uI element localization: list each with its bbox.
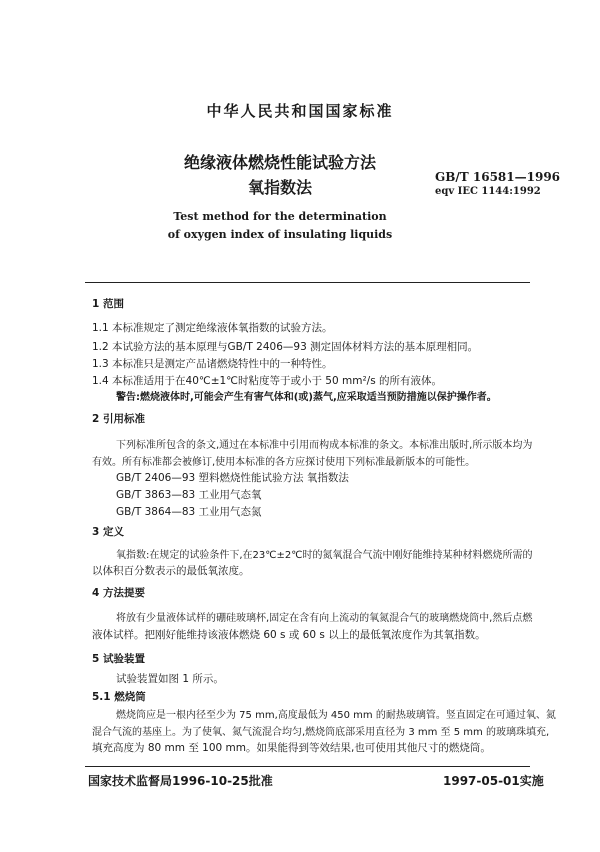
standard-equivalence: eqv IEC 1144:1992 — [435, 186, 541, 197]
standard-number: GB/T 16581—1996 — [435, 170, 561, 184]
section-3-para-line2: 以体积百分数表示的最低氧浓度。 — [92, 565, 250, 577]
title-en-line1: Test method for the determination — [173, 210, 387, 223]
title-cn-line2: 氧指数法 — [247, 178, 312, 197]
title-cn-line1: 绝缘液体燃烧性能试验方法 — [183, 153, 376, 172]
reference-2: GB/T 3863—83 工业用气态氧 — [116, 489, 262, 501]
section-5-intro: 试验装置如图 1 所示。 — [116, 673, 224, 685]
section-5-heading: 5 试验装置 — [92, 653, 145, 665]
implementation-date: 1997-05-01实施 — [443, 774, 544, 788]
title-en-line2: of oxygen index of insulating liquids — [167, 228, 393, 241]
clause-1-2: 1.2 本试验方法的基本原理与GB/T 2406—93 测定固体材料方法的基本原理相同。 — [92, 341, 479, 353]
section-3-heading: 3 定义 — [92, 526, 124, 538]
clause-5-1-para-line3: 填充高度为 80 mm 至 100 mm。如果能得到等效结果,也可使用其他尺寸的燃烧筒。 — [92, 742, 491, 754]
section-2-para-line1: 下列标准所包含的条文,通过在本标准中引用而构成本标准的条文。本标准出版时,所示版本均为 — [116, 440, 533, 451]
clause-1-4: 1.4 本标准适用于在40℃±1℃时粘度等于或小于 50 mm²/s 的所有液体。 — [92, 375, 443, 387]
header-divider — [85, 282, 530, 283]
approval-date: 国家技术监督局1996-10-25批准 — [88, 774, 273, 788]
clause-5-1-heading: 5.1 燃烧筒 — [92, 691, 146, 703]
warning-note: 警告:燃烧液体时,可能会产生有害气体和(或)蒸气,应采取适当预防措施以保护操作者。 — [116, 392, 497, 403]
section-3-para-line1: 氧指数:在规定的试验条件下,在23℃±2℃时的氮氧混合气流中刚好能维持某种材料燃烧所需的 — [116, 550, 533, 561]
section-2-para-line2: 有效。所有标准都会被修订,使用本标准的各方应探讨使用下列标准最新版本的可能性。 — [92, 457, 476, 468]
reference-1: GB/T 2406—93 塑料燃烧性能试验方法 氧指数法 — [116, 472, 349, 484]
clause-1-1: 1.1 本标准规定了测定绝缘液体氧指数的试验方法。 — [92, 322, 333, 334]
section-1-heading: 1 范围 — [92, 298, 124, 310]
section-4-heading: 4 方法提要 — [92, 587, 145, 599]
section-4-para-line1: 将放有少量液体试样的硼硅玻璃杯,固定在含有向上流动的氧氮混合气的玻璃燃烧筒中,然后点燃 — [116, 613, 533, 624]
clause-5-1-para-line1: 燃烧筒应是一根内径至少为 75 mm,高度最低为 450 mm 的耐热玻璃管。竖直固定在可通过氧、氮 — [116, 710, 556, 721]
section-4-para-line2: 液体试样。把刚好能维持该液体燃烧 60 s 或 60 s 以上的最低氧浓度作为其氧指数。 — [92, 629, 486, 641]
issuing-authority: 中华人民共和国国家标准 — [206, 102, 394, 120]
section-2-heading: 2 引用标准 — [92, 413, 145, 425]
clause-1-3: 1.3 本标准只是测定产品诸燃烧特性中的一种特性。 — [92, 358, 333, 370]
reference-3: GB/T 3864—83 工业用气态氮 — [116, 506, 262, 518]
clause-5-1-para-line2: 混合气流的基座上。为了使氧、氮气流混合均匀,燃烧筒底部采用直径为 3 mm 至 5 mm 的玻璃珠填充, — [92, 727, 550, 738]
footer-divider — [85, 766, 530, 767]
